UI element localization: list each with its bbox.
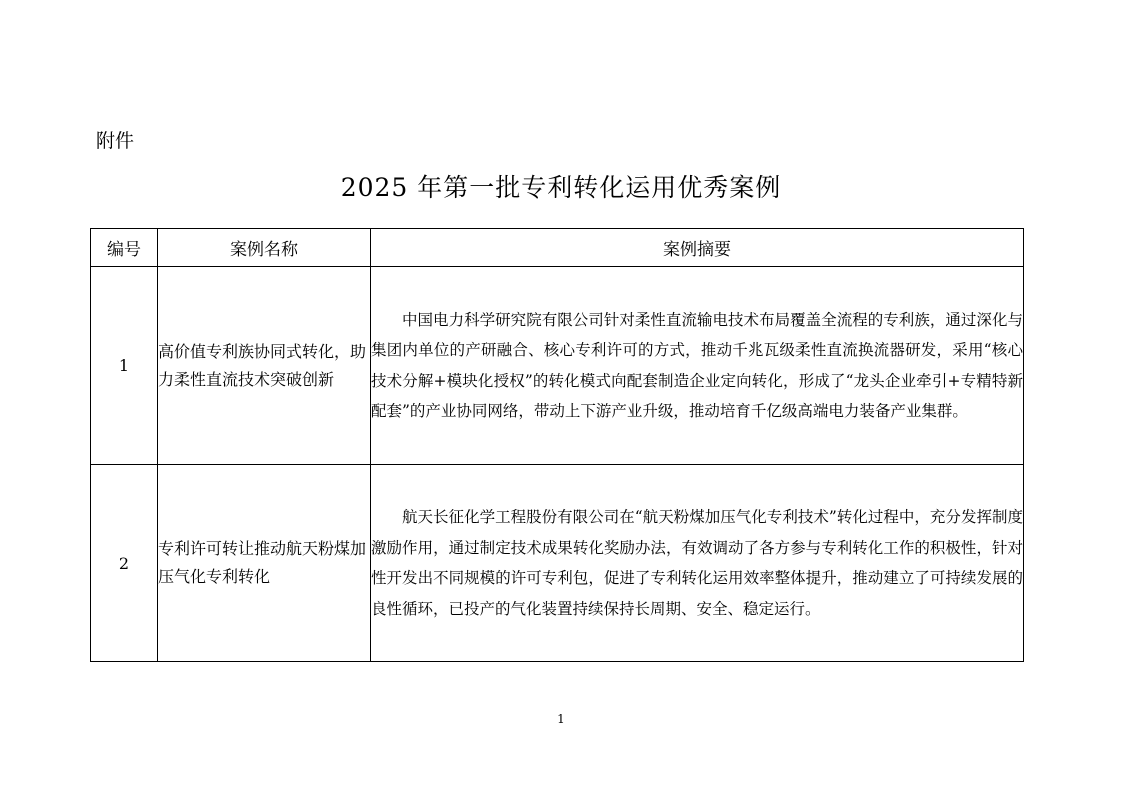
case-summary: 中国电力科学研究院有限公司针对柔性直流输电技术布局覆盖全流程的专利族，通过深化与集团内单位的产研融合、核心专利许可的方式，推动千兆瓦级柔性直流换流器研发，采用“核心技术分解+模块化授权”的转化模式向配套制造企业定向转化，形成了“龙头企业牵引+专精特新配套”的产业协同网络，带动上下游产业升级，推动培育千亿级高端电力装备产业集群。: [371, 267, 1024, 465]
table-header-row: [91, 229, 1024, 267]
cases-table: [90, 228, 1024, 662]
header-number: 编号: [91, 229, 158, 267]
header-case-summary: 案例摘要: [371, 229, 1024, 267]
table-row: [91, 267, 1024, 465]
case-summary: 航天长征化学工程股份有限公司在“航天粉煤加压气化专利技术”转化过程中，充分发挥制度激励作用，通过制定技术成果转化奖励办法，有效调动了各方参与专利转化工作的积极性，针对性开发出不同规模的许可专利包，促进了专利转化运用效率整体提升，推动建立了可持续发展的良性循环，已投产的气化装置持续保持长周期、安全、稳定运行。: [371, 465, 1024, 662]
attachment-label: 附件: [96, 130, 135, 152]
header-case-name: 案例名称: [158, 229, 371, 267]
document-title: 2025 年第一批专利转化运用优秀案例: [340, 173, 782, 202]
case-name: 专利许可转让推动航天粉煤加压气化专利转化: [158, 465, 371, 662]
page-number: 1: [557, 712, 565, 726]
case-number: 2: [91, 465, 158, 662]
table-row: [91, 465, 1024, 662]
case-name: 高价值专利族协同式转化，助力柔性直流技术突破创新: [158, 267, 371, 465]
case-number: 1: [91, 267, 158, 465]
